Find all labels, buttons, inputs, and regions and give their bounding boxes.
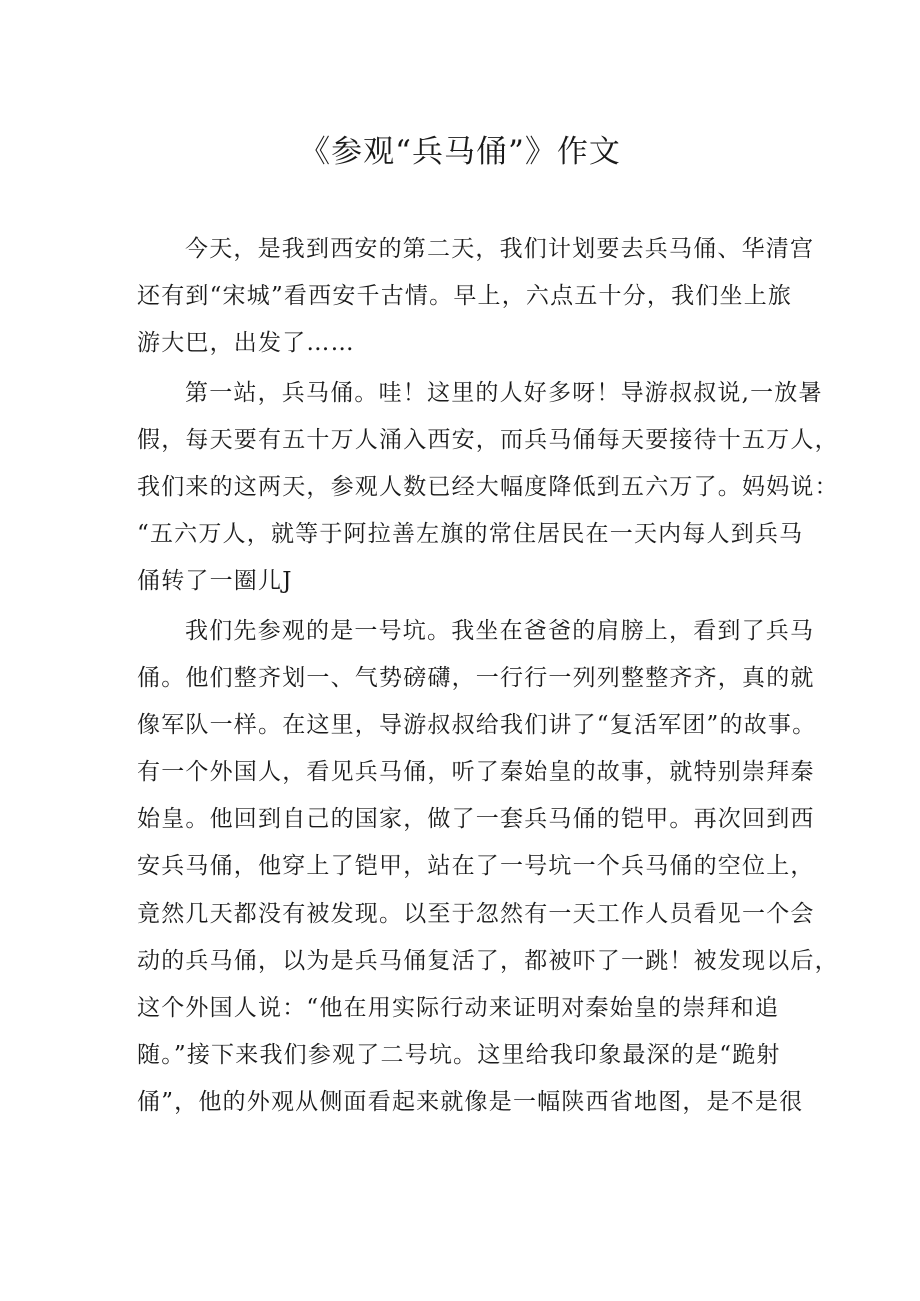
text-line: “五六万人，就等于阿拉善左旗的常住居民在一天内每人到兵马 (137, 521, 804, 548)
text-line: 俑转了一圈儿J (137, 568, 293, 595)
text-line: 始皇。他回到自己的国家，做了一套兵马俑的铠甲。再次回到西 (137, 806, 815, 833)
text-line: 假，每天要有五十万人涌入西安，而兵马俑每天要接待十五万人， (137, 426, 839, 453)
text-line: 第一站，兵马俑。哇！这里的人好多呀！导游叔叔说,一放暑 (185, 379, 823, 406)
text-line: 今天，是我到西安的第二天，我们计划要去兵马俑、华清宫 (185, 236, 815, 262)
text-line: 我们先参观的是一号坑。我坐在爸爸的肩膀上，看到了兵马 (185, 617, 815, 644)
text-line: 俑。他们整齐划一、气势磅礴，一行行一列列整整齐齐，真的就 (137, 664, 815, 691)
text-line: 俑”，他的外观从侧面看起来就像是一幅陕西省地图，是不是很 (137, 1089, 804, 1116)
document-title: 《参观“兵马俑”》作文 (299, 134, 621, 170)
text-line: 我们来的这两天，参观人数已经大幅度降低到五六万了。妈妈说： (137, 473, 839, 500)
document-body (137, 226, 839, 1127)
text-line: 这个外国人说：“他在用实际行动来证明对秦始皇的崇拜和追 (137, 995, 780, 1021)
text-line: 有一个外国人，看见兵马俑，听了秦始皇的故事，就特别崇拜秦 (137, 759, 815, 786)
text-line: 竟然几天都没有被发现。以至于忽然有一天工作人员看见一个会 (137, 900, 815, 927)
text-line: 随。”接下来我们参观了二号坑。这里给我印象最深的是“跪射 (137, 1042, 781, 1069)
text-line: 像军队一样。在这里，导游叔叔给我们讲了“复活军团”的故事。 (137, 711, 817, 738)
text-line: 安兵马俑，他穿上了铠甲，站在了一号坑一个兵马俑的空位上， (137, 853, 815, 880)
text-line: 还有到“宋城”看西安千古情。早上，六点五十分，我们坐上旅 (137, 283, 793, 310)
text-line: 游大巴，出发了…… (137, 330, 355, 357)
text-line: 动的兵马俑，以为是兵马俑复活了，都被吓了一跳！被发现以后， (137, 947, 839, 974)
